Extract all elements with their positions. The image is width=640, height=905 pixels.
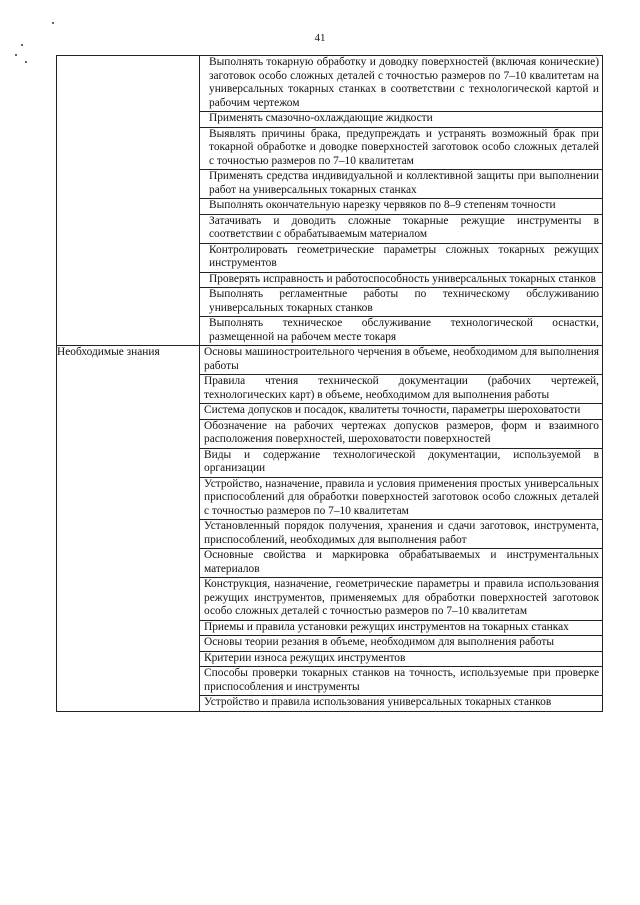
scan-speck: [25, 61, 27, 63]
list-item: Приемы и правила установки режущих инструментов на токарных станках: [200, 621, 602, 637]
scan-speck: [21, 44, 23, 46]
row-label-cell: [57, 56, 200, 346]
row-label-cell: [57, 346, 200, 712]
table-row: [57, 346, 603, 712]
list-item: Выполнять техническое обслуживание технологической оснастки, размещенной на рабочем месте токаря: [209, 317, 599, 343]
list-item: Система допусков и посадок, квалитеты точности, параметры шероховатости: [200, 404, 602, 420]
page-number: 41: [314, 32, 326, 44]
list-item: Способы проверки токарных станков на точность, используемые при проверке приспособления и инструменты: [200, 667, 602, 696]
row-label: Необходимые знания: [57, 346, 160, 358]
list-item: Конструкция, назначение, геометрические параметры и правила использования режущих инструментов, применяемых для обработки поверхностей заготовок особо сложных деталей с точностью размеров по 7–10 квалитетам: [200, 578, 602, 621]
list-item: Устройство и правила использования универсальных токарных станков: [204, 696, 552, 708]
list-item: Виды и содержание технологической документации, используемой в организации: [200, 449, 602, 478]
list-item: Основные свойства и маркировка обрабатываемых и инструментальных материалов: [200, 549, 602, 578]
list-item: Применять средства индивидуальной и коллективной защиты при выполнении работ на универсальных токарных станках: [200, 170, 602, 199]
list-item: Выполнять регламентные работы по техническому обслуживанию универсальных токарных станков: [200, 288, 602, 317]
scan-speck: [52, 22, 54, 24]
list-item: Выполнять токарную обработку и доводку поверхностей (включая конические) заготовок особо сложных деталей с точностью размеров по 7–10 квалитетам на универсальных токарных станках в соответствии с технологической картой и рабочим чертежом: [200, 56, 602, 112]
competency-table: [56, 55, 603, 712]
list-item: Обозначение на рабочих чертежах допусков размеров, форм и взаимного расположения поверхностей, шероховатости поверхностей: [200, 420, 602, 449]
items-cell: [200, 56, 603, 346]
list-item: Затачивать и доводить сложные токарные режущие инструменты в соответствии с обрабатываемым материалом: [200, 215, 602, 244]
list-item: Правила чтения технической документации (рабочих чертежей, технологических карт) в объеме, необходимом для выполнения работы: [200, 375, 602, 404]
scan-speck: [15, 54, 17, 56]
list-item: Применять смазочно-охлаждающие жидкости: [200, 112, 602, 128]
list-item: Критерии износа режущих инструментов: [200, 652, 602, 668]
items-cell: [200, 346, 603, 712]
list-item: Выявлять причины брака, предупреждать и устранять возможный брак при токарной обработке и доводке поверхностей заготовок особо сложных деталей с точностью размеров по 7–10 квалитетам: [200, 128, 602, 171]
list-item: Проверять исправность и работоспособность универсальных токарных станков: [200, 273, 602, 289]
list-item: Контролировать геометрические параметры сложных токарных режущих инструментов: [200, 244, 602, 273]
list-item: Основы теории резания в объеме, необходимом для выполнения работы: [200, 636, 602, 652]
table-row: [57, 56, 603, 346]
list-item: Выполнять окончательную нарезку червяков по 8–9 степеням точности: [200, 199, 602, 215]
list-item: Основы машиностроительного черчения в объеме, необходимом для выполнения работы: [200, 346, 602, 375]
list-item: Установленный порядок получения, хранения и сдачи заготовок, инструмента, приспособлений, необходимых для выполнения работ: [200, 520, 602, 549]
list-item: Устройство, назначение, правила и условия применения простых универсальных приспособлений для обработки поверхностей заготовок особо сложных деталей с точностью размеров по 7–10 квалитетам: [200, 478, 602, 521]
